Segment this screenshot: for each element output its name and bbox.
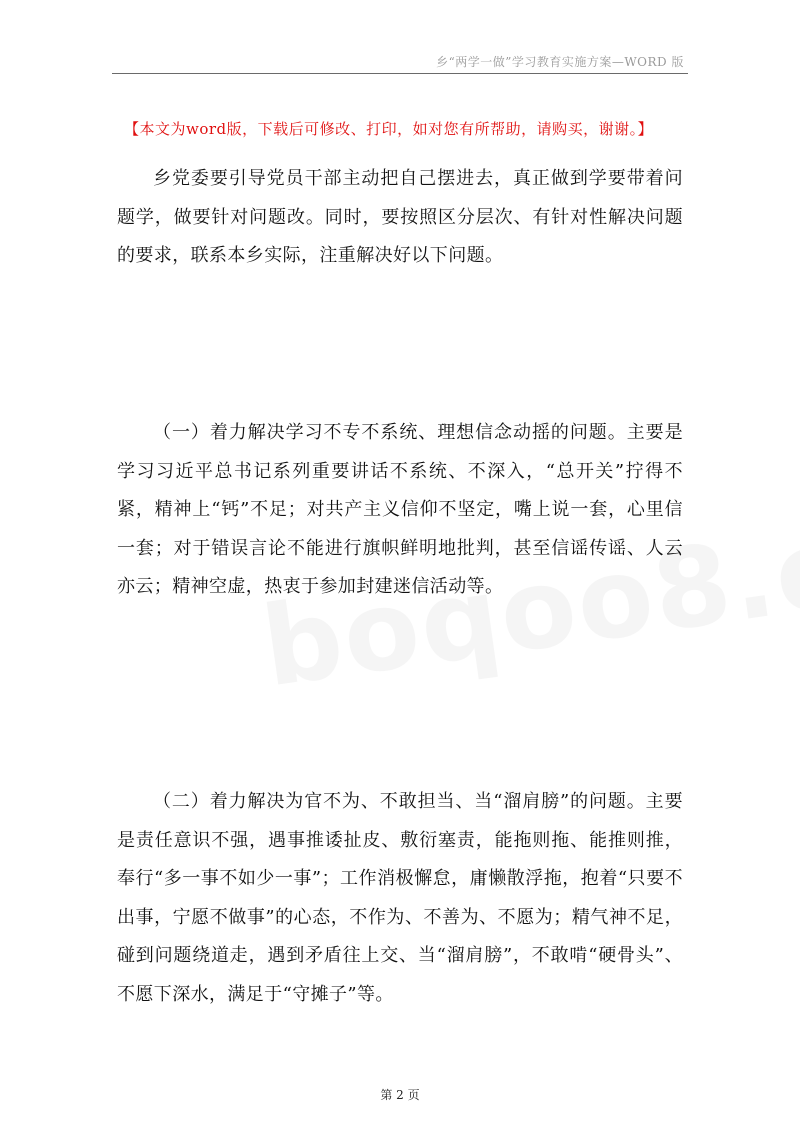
body-paragraph-section-1: （一）着力解决学习不专不系统、理想信念动摇的问题。主要是学习习近平总书记系列重要讲话不系统、不深入，“总开关”拧得不紧，精神上“钙”不足；对共产主义信仰不坚定，嘴上说一套，心里信一套；对于错误言论不能进行旗帜鲜明地批判，甚至信谣传谣、人云亦云；精神空虚，热衷于参加封建迷信活动等。: [117, 422, 683, 597]
body-paragraph-intro: 乡党委要引导党员干部主动把自己摆进去，真正做到学要带着问题学，做要针对问题改。同时，要按照区分层次、有针对性解决问题的要求，联系本乡实际，注重解决好以下问题。: [117, 168, 683, 266]
page-number: 第 2 页: [380, 1088, 420, 1102]
running-header: 乡“两学一做”学习教育实施方案—WORD 版: [436, 55, 684, 69]
body-paragraph-section-2: （二）着力解决为官不为、不敢担当、当“溜肩膀”的问题。主要是责任意识不强，遇事推诿扯皮、敷衍塞责，能拖则拖、能推则推，奉行“多一事不如少一事”；工作消极懈怠，庸懒散浮拖，抱着“只要不出事，宁愿不做事”的心态，不作为、不善为、不愿为；精气神不足，碰到问题绕道走，遇到矛盾往上交、当“溜肩膀”，不敢啃“硬骨头”、不愿下深水，满足于“守摊子”等。: [117, 791, 683, 1005]
header-divider: [112, 73, 688, 74]
download-notice: 【本文为word版，下载后可修改、打印，如对您有所帮助，请购买，谢谢。】: [124, 120, 654, 138]
